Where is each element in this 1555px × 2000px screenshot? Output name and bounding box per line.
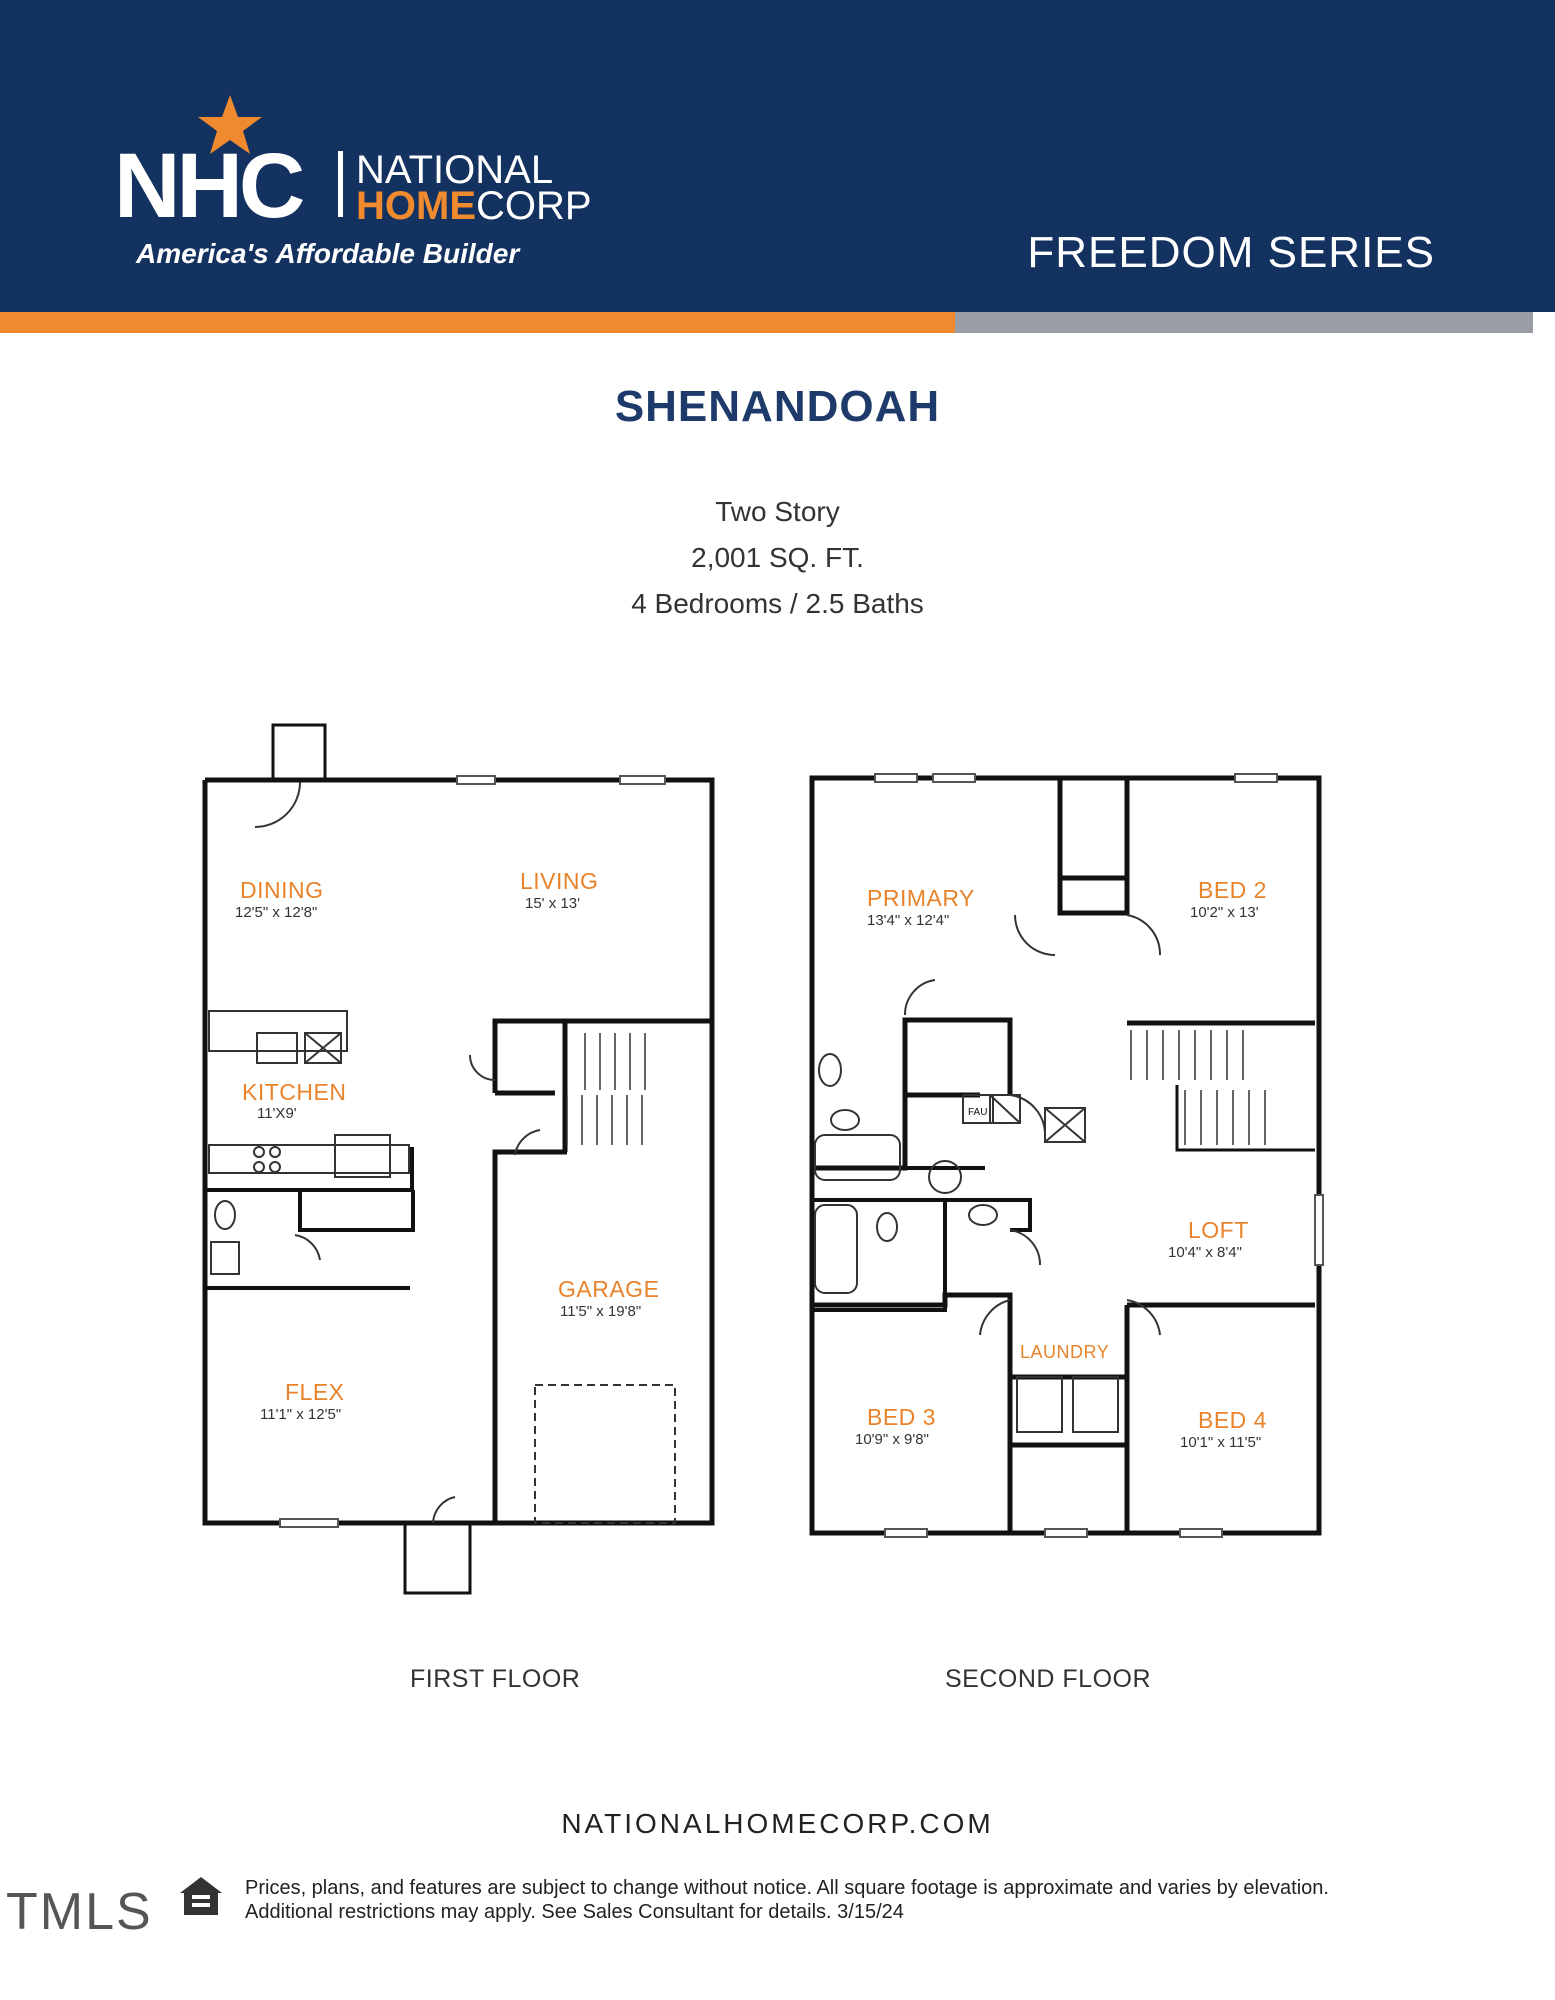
room-bed4-size: 10'1" x 11'5" [1180,1434,1262,1451]
logo-word-homecorp: HOMECORP [356,184,592,228]
room-laundry-name: LAUNDRY [1020,1342,1110,1362]
room-bed3-name: BED 3 [867,1404,936,1430]
logo-divider [338,151,343,217]
fau-label: FAU [968,1107,988,1118]
logo-word-national: NATIONAL [356,148,554,192]
room-living-name: LIVING [520,868,599,894]
room-garage-size: 11'5" x 19'8" [560,1303,642,1320]
accent-bar-gray [955,312,1533,333]
room-bed4-name: BED 4 [1198,1407,1267,1433]
plan-stories: Two Story [715,496,840,527]
second-floor-plan [805,765,1335,1535]
room-living-size: 15' x 13' [525,895,580,912]
room-bed2-name: BED 2 [1198,877,1267,903]
plan-name: SHENANDOAH [614,382,941,431]
series-title: FREEDOM SERIES [1027,228,1435,277]
plan-sqft: 2,001 SQ. FT. [691,542,864,573]
room-loft-name: LOFT [1188,1217,1249,1243]
room-flex-name: FLEX [285,1379,345,1405]
room-flex-size: 11'1" x 12'5" [260,1406,342,1423]
room-bed3-size: 10'9" x 9'8" [855,1431,929,1448]
room-primary-size: 13'4" x 12'4" [867,912,950,929]
disclaimer-line-2: Additional restrictions may apply. See Sales Consultant for details. 3/15/24 [245,1901,904,1923]
first-floor-plan [195,715,725,1605]
second-floor-label: SECOND FLOOR [945,1665,1152,1693]
room-garage-name: GARAGE [558,1276,660,1302]
mls-logo: TMLS [6,1883,153,1941]
room-kitchen-name: KITCHEN [242,1079,347,1105]
disclaimer [245,1876,1445,1924]
first-floor-label: FIRST FLOOR [410,1665,581,1693]
equal-housing-icon [178,1875,224,1921]
room-dining-size: 12'5" x 12'8" [235,904,318,921]
disclaimer-line-1: Prices, plans, and features are subject to change without notice. All square footage is approximate and varies by elevation. [245,1877,1329,1899]
room-kitchen-size: 11'X9' [257,1105,297,1122]
website-link[interactable]: NATIONALHOMECORP.COM [561,1808,994,1839]
room-loft-size: 10'4" x 8'4" [1168,1244,1242,1261]
room-dining-name: DINING [240,877,324,903]
accent-bar-orange [0,312,955,333]
nhc-logo [110,95,592,275]
logo-mark: NHC [114,135,302,237]
room-bed2-size: 10'2" x 13' [1190,904,1259,921]
plan-beds-baths: 4 Bedrooms / 2.5 Baths [631,588,924,619]
room-primary-name: PRIMARY [867,885,975,911]
tagline: America's Affordable Builder [136,238,520,269]
